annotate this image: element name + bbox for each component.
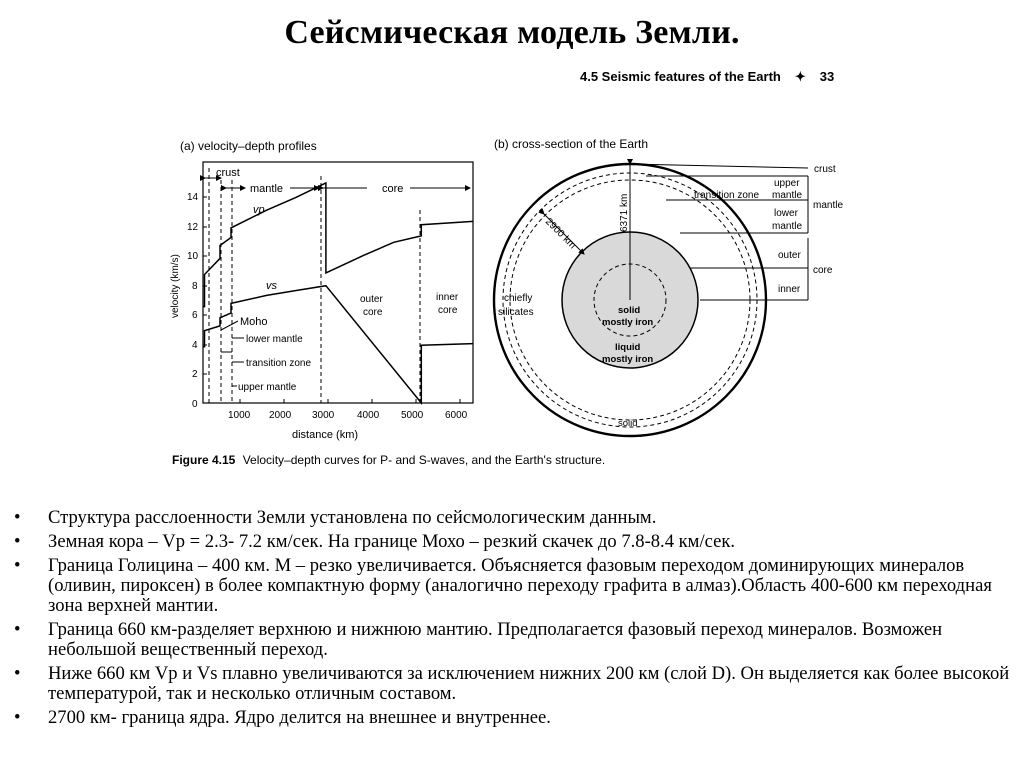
velocity-depth-chart [170,162,473,441]
label-moho: Moho [240,316,268,328]
bullet-symbol: • [14,531,21,552]
bullet-item [14,532,1010,552]
label-vs: vs [266,280,277,292]
right-label-crust: crust [814,164,836,175]
y-tick-4: 4 [192,340,198,351]
bullet-text: Структура расслоенности Земли установлена по сейсмологическим данным. [48,507,657,528]
y-tick-12: 12 [187,222,199,233]
bullet-symbol: • [14,663,21,684]
bullet-item [14,664,1010,704]
label-inner-core-2: core [438,305,458,316]
right-label-transition: transition zone [694,190,760,201]
label-crust: crust [216,167,240,179]
label-liquid-2: mostly iron [602,354,654,365]
panel-a-title: (a) velocity–depth profiles [180,139,317,153]
bullet-item [14,556,1010,616]
label-solid-outer: solid [618,418,638,429]
label-transition-zone: transition zone [246,358,312,369]
label-outer-core-2: core [363,307,383,318]
y-tick-0: 0 [192,399,198,410]
bullet-item [14,508,1010,528]
bullet-item [14,708,1010,728]
bullet-text: Ниже 660 км Vp и Vs плавно увеличиваются за исключением нижних 200 км (слой D). Он выделяется как более высокой температурой, так и несколько отличным составом. [48,663,1010,704]
right-label-outer: outer [778,250,801,261]
label-solid-inner-1: solid [618,305,641,316]
bullet-text: Граница Голицина – 400 км. М – резко увеличивается. Объясняется фазовым переходом доминирующих минералов (оливин, пироксен) в более компактную форму (аналогично переходу графита в алмаз).Область 400-600 км переходная зона верхней мантии. [48,555,992,616]
depth-label: 2900 km [542,216,578,252]
right-label-lower-1: lower [774,208,798,219]
x-tick-labels [228,410,468,421]
chart-a-series [203,183,473,403]
label-outer-core-1: outer [360,294,383,305]
x-tick-4000: 4000 [357,410,380,421]
boundary-lines [209,168,420,403]
region-brackets [205,178,470,188]
label-lower-mantle: lower mantle [246,334,303,345]
bullet-item [14,620,1010,660]
label-chiefly-2: silicates [498,307,534,318]
right-label-mantle: mantle [813,200,844,211]
label-inner-core-1: inner [436,292,459,303]
header-symbol: ✦ [794,69,806,84]
y-tick-6: 6 [192,310,198,321]
label-core: core [382,183,404,195]
label-mantle: mantle [250,183,284,195]
right-label-upper-1: upper [774,178,800,189]
label-upper-mantle: upper mantle [238,382,297,393]
y-tick-8: 8 [192,281,198,292]
header-page-number: 33 [819,69,835,84]
x-tick-marks [240,399,460,403]
bullet-list [14,508,1010,732]
earth-cross-section [494,164,843,436]
figure-caption [172,453,605,467]
y-tick-labels [187,192,199,410]
right-label-lower-2: mantle [772,221,803,232]
x-tick-3000: 3000 [312,410,335,421]
x-tick-1000: 1000 [228,410,251,421]
right-label-core: core [813,265,833,276]
y-tick-2: 2 [192,369,198,380]
y-tick-14: 14 [187,192,199,203]
x-tick-5000: 5000 [401,410,424,421]
caption-text: Velocity–depth curves for P- and S-waves, and the Earth's structure. [242,453,606,467]
label-solid-inner-2: mostly iron [602,317,654,328]
slide-title: Сейсмическая модель Земли. [284,14,740,51]
header-text: 4.5 Seismic features of the Earth [580,69,781,84]
bullet-text: Земная кора – Vp = 2.3- 7.2 км/сек. На границе Мохо – резкий скачек до 7.8-8.4 км/сек. [48,531,736,552]
right-label-inner: inner [778,284,801,295]
label-liquid-1: liquid [615,342,641,353]
y-axis-label: velocity (km/s) [170,254,181,318]
label-chiefly-1: chiefly [504,293,533,304]
label-vp: vp [253,204,265,216]
x-tick-2000: 2000 [269,410,292,421]
bullet-text: 2700 км- граница ядра. Ядро делится на внешнее и внутреннее. [48,707,551,728]
bullet-text: Граница 660 км-разделяет верхнюю и нижнюю мантию. Предполагается фазовый переход минералов. Возможен небольшой вещественный переход. [48,619,943,660]
bullet-symbol: • [14,619,21,640]
bullet-symbol: • [14,555,21,576]
chart-a-frame [203,162,473,403]
bullet-symbol: • [14,707,21,728]
radius-label: 6371 km [619,193,630,232]
x-axis-label: distance (km) [292,429,359,441]
panel-b-title: (b) cross-section of the Earth [494,137,649,151]
series-line-vp [203,183,473,307]
x-tick-6000: 6000 [445,410,468,421]
bullet-symbol: • [14,507,21,528]
caption-label: Figure 4.15 [172,453,236,467]
y-tick-10: 10 [187,251,199,262]
right-label-upper-2: mantle [772,190,803,201]
